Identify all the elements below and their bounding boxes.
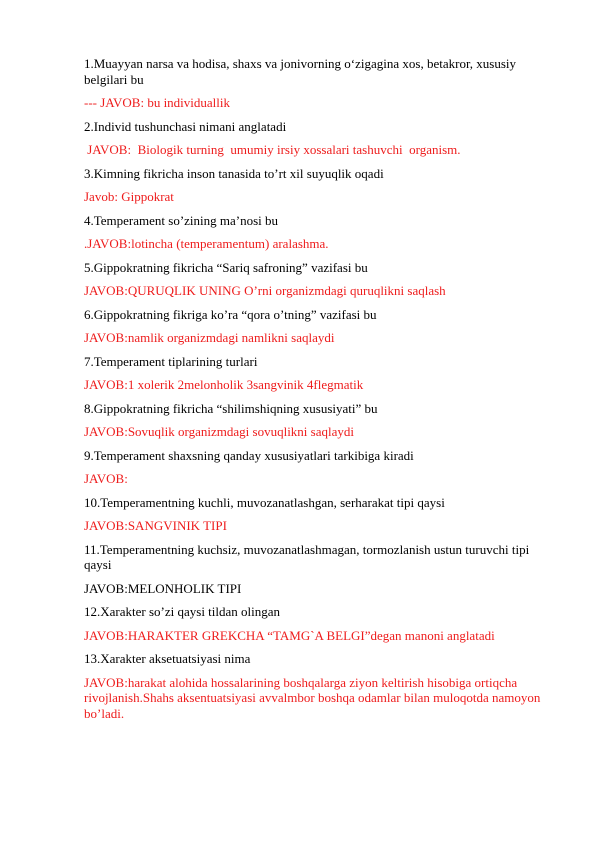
question-9: 9.Temperament shaxsning qanday xususiyatlari tarkibiga kiradi [84,447,414,463]
question-10: 10.Temperamentning kuchli, muvozanatlashgan, serharakat tipi qaysi [84,494,445,510]
answer-7: JAVOB:1 xolerik 2melonholik 3sangvinik 4flegmatik [84,377,364,392]
answer-12: JAVOB:HARAKTER GREKCHA “TAMG`A BELGI”degan manoni anglatadi [84,627,495,643]
answer-11: JAVOB:MELONHOLIK TIPI [84,580,242,596]
answer-9: JAVOB: [84,471,128,486]
answer-6: JAVOB:namlik organizmdagi namlikni saqlaydi [84,330,335,345]
question-8: 8.Gippokratning fikricha “shilimshiqning xususiyati” bu [84,400,378,416]
answer-3: Javob: Gippokrat [84,189,174,204]
question-2: 2.Individ tushunchasi nimani anglatadi [84,118,287,134]
answer-10: JAVOB:SANGVINIK TIPI [84,518,227,533]
question-11: 11.Temperamentning kuchsiz, muvozanatlashmagan, tormozlanish ustun turuvchi tipi qaysi [84,541,530,572]
question-6: 6.Gippokratning fikriga ko’ra “qora o’tning” vazifasi bu [84,306,377,322]
question-1: 1.Muayyan narsa va hodisa, shaxs va jonivorning o‘zigagina xos, betakror, xususiy belgilari bu [84,56,517,87]
answer-4: .JAVOB:lotincha (temperamentum) aralashma. [84,236,329,251]
answer-2: JAVOB: Biologik turning umumiy irsiy xossalari tashuvchi organism. [84,142,461,157]
question-13: 13.Xarakter aksetuatsiyasi nima [84,651,251,666]
question-5: 5.Gippokratning fikricha “Sariq safroning” vazifasi bu [84,259,368,275]
question-3: 3.Kimning fikricha inson tanasida to’rt xil suyuqlik oqadi [84,165,384,181]
answer-8: JAVOB:Sovuqlik organizmdagi sovuqlikni saqlaydi [84,424,354,439]
qa-list [84,56,556,729]
question-4: 4.Temperament so’zining ma’nosi bu [84,212,279,228]
answer-5: JAVOB:QURUQLIK UNING O’rni organizmdagi quruqlikni saqlash [84,283,446,298]
answer-1: --- JAVOB: bu individuallik [84,95,231,110]
question-7: 7.Temperament tiplarining turlari [84,353,258,369]
answer-13: JAVOB:harakat alohida hossalarining boshqalarga ziyon keltirish hisobiga ortiqcha rivojlanish.Shahs aksentuatsiyasi avvalmbor boshqa odamlar bilan muloqotda namoyon bo’ladi. [84,674,541,721]
question-12: 12.Xarakter so’zi qaysi tildan olingan [84,604,281,619]
